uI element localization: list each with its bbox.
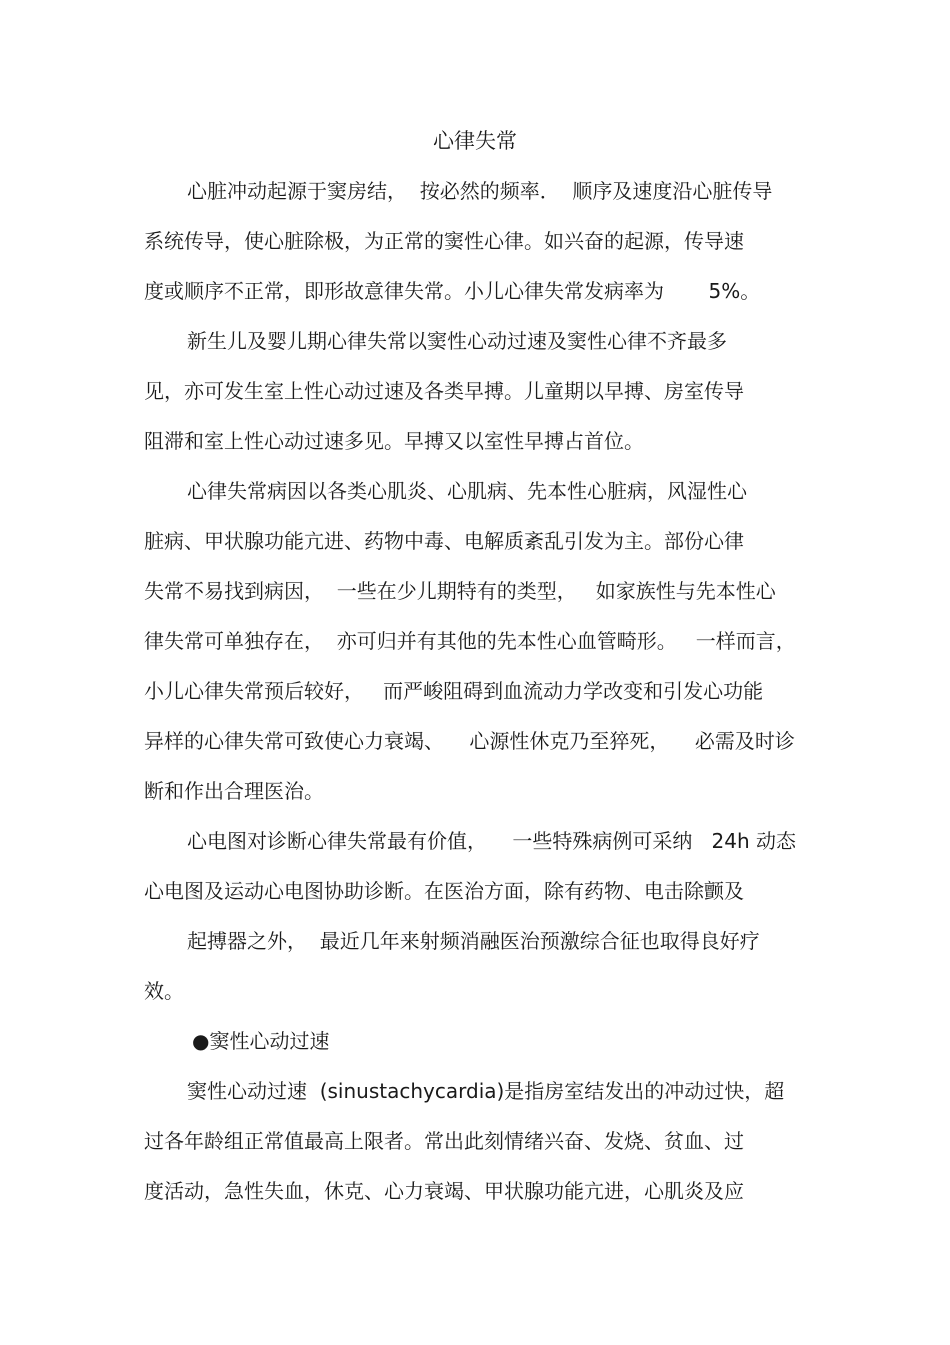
text-line: 系统传导，使心脏除极，为正常的窦性心律。如兴奋的起源，传导速 xyxy=(144,229,744,253)
text-line: 失常不易找到病因， 一些在少儿期特有的类型， 如家族性与先本性心 xyxy=(144,579,776,603)
text-line: 心电图对诊断心律失常最有价值， 一些特殊病例可采纳 24h 动态 xyxy=(187,829,796,853)
section-heading: ●窦性心动过速 xyxy=(192,1029,330,1053)
document-title: 心律失常 xyxy=(433,129,517,153)
text-line: 起搏器之外， 最近几年来射频消融医治预激综合征也取得良好疗 xyxy=(187,929,760,953)
text-line: 过各年龄组正常值最高上限者。常出此刻情绪兴奋、发烧、贫血、过 xyxy=(144,1129,744,1153)
text-line: 窦性心动过速 (sinustachycardia)是指房室结发出的冲动过快，超 xyxy=(187,1079,785,1103)
text-line: 度或顺序不正常，即形故意律失常。小儿心律失常发病率为 5%。 xyxy=(144,279,761,303)
text-line: 断和作出合理医治。 xyxy=(144,779,324,803)
text-line: 心电图及运动心电图协助诊断。在医治方面，除有药物、电击除颤及 xyxy=(144,879,744,903)
text-line: 心律失常病因以各类心肌炎、心肌病、先本性心脏病，风湿性心 xyxy=(187,479,747,503)
text-line: 脏病、甲状腺功能亢进、药物中毒、电解质紊乱引发为主。部份心律 xyxy=(144,529,744,553)
text-line: 小儿心律失常预后较好， 而严峻阻碍到血流动力学改变和引发心功能 xyxy=(144,679,764,703)
text-line: 心脏冲动起源于窦房结， 按必然的频率． 顺序及速度沿心脏传导 xyxy=(187,179,773,203)
text-line: 见，亦可发生室上性心动过速及各类早搏。儿童期以早搏、房室传导 xyxy=(144,379,744,403)
text-line: 效。 xyxy=(144,979,184,1003)
text-line: 新生儿及婴儿期心律失常以窦性心动过速及窦性心律不齐最多 xyxy=(187,329,727,353)
text-line: 异样的心律失常可致使心力衰竭、 心源性休克乃至猝死， 必需及时诊 xyxy=(144,729,795,753)
text-line: 律失常可单独存在， 亦可归并有其他的先本性心血管畸形。 一样而言， xyxy=(144,629,796,653)
text-line: 阻滞和室上性心动过速多见。早搏又以室性早搏占首位。 xyxy=(144,429,644,453)
text-line: 度活动，急性失血，休克、心力衰竭、甲状腺功能亢进，心肌炎及应 xyxy=(144,1179,744,1203)
